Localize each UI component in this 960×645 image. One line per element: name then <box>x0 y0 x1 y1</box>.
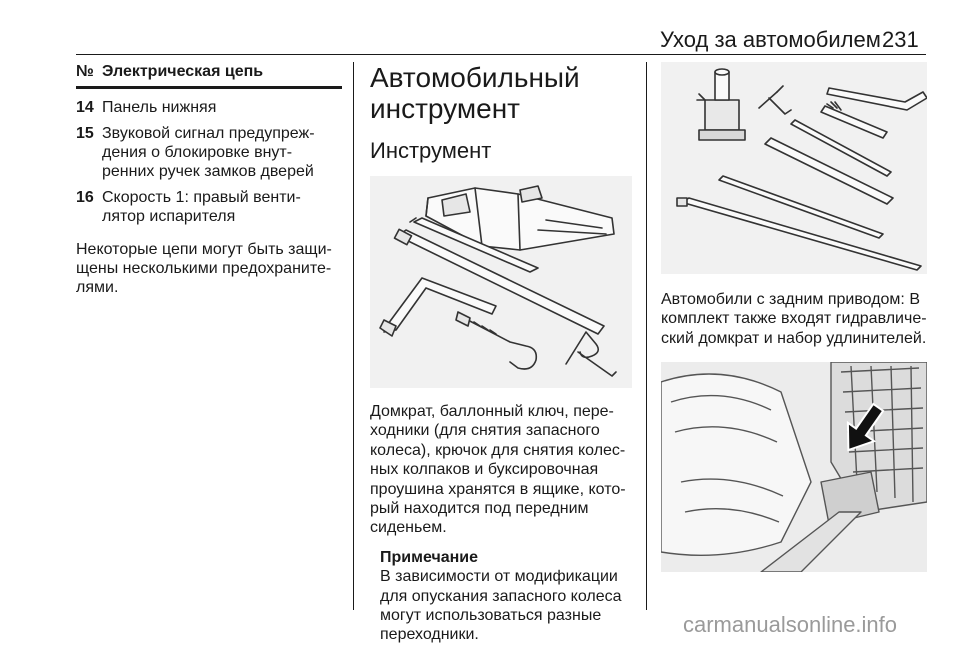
fuse-number: 16 <box>76 189 94 206</box>
fuse-note-paragraph: Некоторые цепи могут быть защи-щены несколькими предохраните-лями. <box>76 241 332 296</box>
fuse-table-col-num: № <box>76 63 94 80</box>
fuse-table-header <box>76 62 342 86</box>
column-divider-right <box>646 62 647 610</box>
page-number: 231 <box>882 27 919 52</box>
column-divider-left <box>353 62 354 610</box>
watermark: carmanualsonline.info <box>683 612 898 637</box>
rwd-tools-text: Автомобили с задним приводом: В комплект также входят гидравличе-ский домкрат и набор удлинителей. <box>661 291 927 347</box>
header-divider <box>76 54 926 55</box>
note-title: Примечание <box>380 548 479 566</box>
fuse-number: 15 <box>76 125 94 142</box>
tools-illustration <box>370 176 632 388</box>
header-title: Уход за автомобилем <box>660 27 881 52</box>
fuse-table-column <box>76 62 342 297</box>
section-subtitle: Инструмент <box>370 138 492 163</box>
seat-storage-drawing <box>661 362 927 572</box>
hydraulic-jack-illustration <box>661 62 927 274</box>
table-row <box>76 98 342 117</box>
table-row <box>76 188 342 226</box>
table-row <box>76 124 342 181</box>
note-text: В зависимости от модификации для опускания запасного колеса могут использоваться разные переходники. <box>380 568 622 644</box>
tools-column <box>370 62 634 645</box>
note-block <box>380 548 634 645</box>
rwd-tools-column <box>661 62 929 572</box>
fuse-number: 14 <box>76 99 94 116</box>
jack-and-tools-drawing <box>370 176 632 388</box>
fuse-circuit: Звуковой сигнал предупреж-дения о блокировке внут-ренних ручек замков дверей <box>102 125 315 180</box>
fuse-circuit: Панель нижняя <box>102 99 217 116</box>
tools-caption: Домкрат, баллонный ключ, пере-ходники (для снятия запасного колеса), крючок для снятия колес-ных колпаков и буксировочная проушина хранятся в ящике, кото-рый находится под передним сиденьем. <box>370 403 626 537</box>
fuse-table-col-circuit: Электрическая цепь <box>102 63 264 80</box>
section-title: Автомобильный инструмент <box>370 62 580 124</box>
fuse-circuit: Скорость 1: правый венти-лятор испарителя <box>102 189 301 225</box>
seat-storage-photo <box>661 362 927 572</box>
hydraulic-jack-drawing <box>661 62 927 274</box>
fuse-table-header-rule <box>76 86 342 89</box>
